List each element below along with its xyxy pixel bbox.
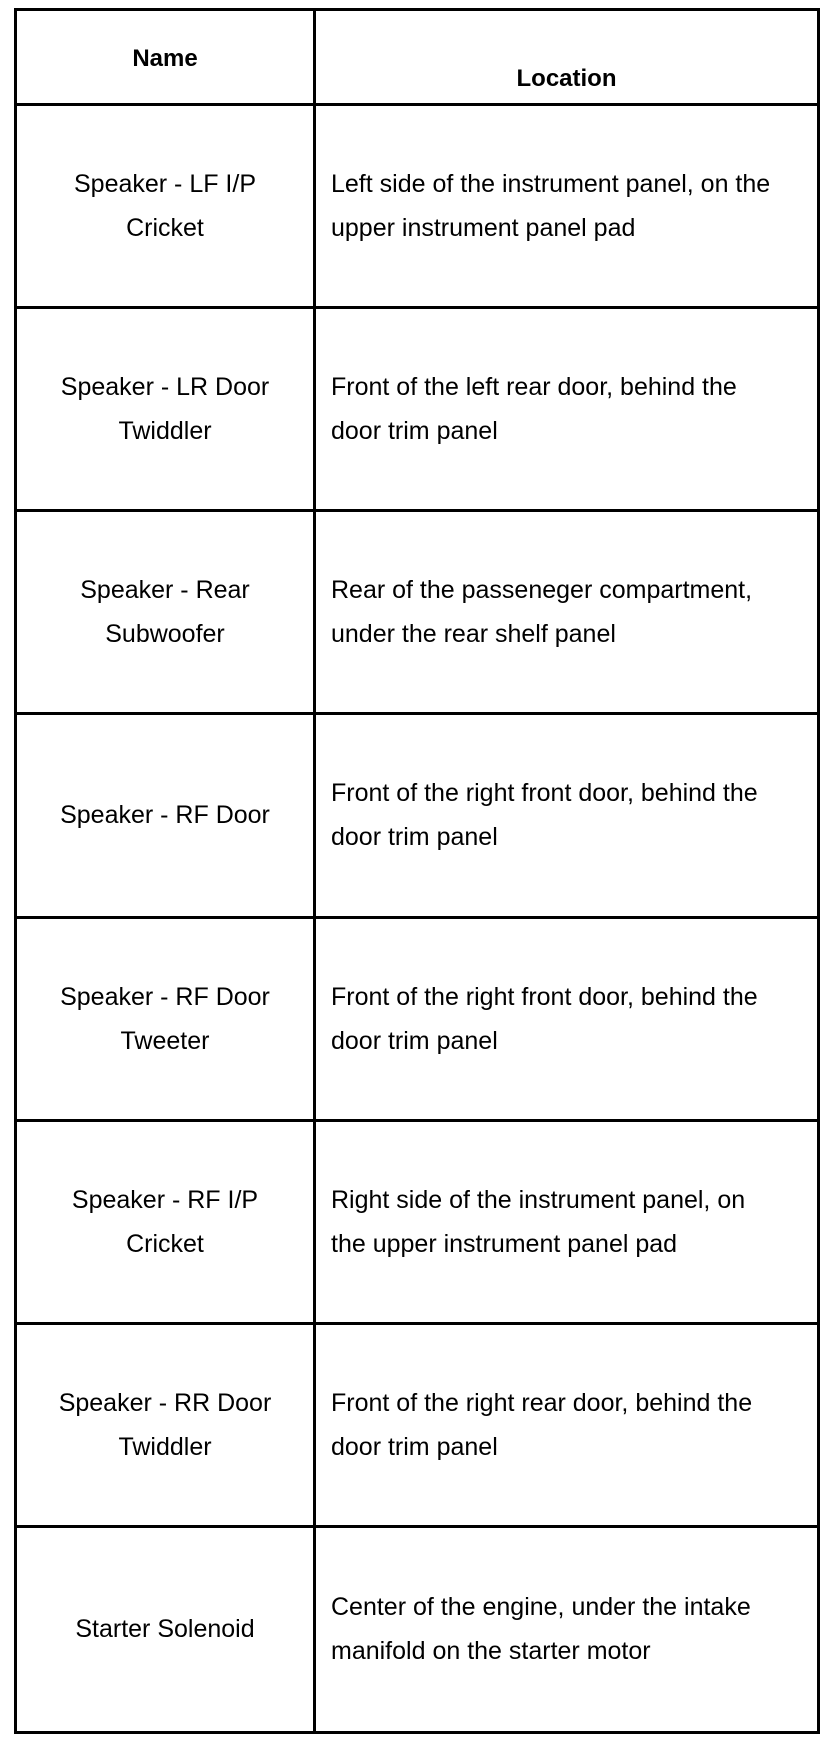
component-location: Rear of the passeneger compartment, under the rear shelf panel xyxy=(331,576,753,649)
header-name-label: Name xyxy=(132,45,198,72)
row-1-location xyxy=(316,106,817,309)
header-name xyxy=(17,11,316,106)
component-name: Speaker - LF I/P Cricket xyxy=(73,170,257,243)
component-name: Speaker - RR Door Twiddler xyxy=(58,1388,272,1461)
component-name: Speaker - Rear Subwoofer xyxy=(80,576,250,649)
row-4-name xyxy=(17,715,316,918)
row-1-name xyxy=(17,106,316,309)
row-2-location xyxy=(316,309,817,512)
row-8-location xyxy=(316,1528,817,1731)
component-location: Right side of the instrument panel, on the upper instrument panel pad xyxy=(331,1185,746,1258)
row-7-location xyxy=(316,1325,817,1528)
component-location-table xyxy=(14,8,820,1734)
row-8-name xyxy=(17,1528,316,1731)
header-location-label: Location xyxy=(516,65,617,92)
component-name: Starter Solenoid xyxy=(75,1615,255,1644)
row-3-location xyxy=(316,512,817,715)
component-name: Speaker - RF Door Tweeter xyxy=(60,982,270,1055)
component-location: Left side of the instrument panel, on the upper instrument panel pad xyxy=(331,170,771,243)
component-name: Speaker - RF Door xyxy=(60,801,270,830)
component-location: Front of the right front door, behind the door trim panel xyxy=(331,982,758,1055)
component-location: Front of the left rear door, behind the door trim panel xyxy=(331,373,737,446)
row-4-location xyxy=(316,715,817,918)
row-2-name xyxy=(17,309,316,512)
row-7-name xyxy=(17,1325,316,1528)
row-3-name xyxy=(17,512,316,715)
row-5-location xyxy=(316,919,817,1122)
component-location: Front of the right front door, behind the door trim panel xyxy=(331,779,758,852)
component-location: Center of the engine, under the intake manifold on the starter motor xyxy=(331,1593,751,1666)
header-location xyxy=(316,11,817,106)
row-6-location xyxy=(316,1122,817,1325)
component-name: Speaker - RF I/P Cricket xyxy=(71,1185,259,1258)
component-location: Front of the right rear door, behind the door trim panel xyxy=(331,1388,753,1461)
component-name: Speaker - LR Door Twiddler xyxy=(60,373,270,446)
row-5-name xyxy=(17,919,316,1122)
row-6-name xyxy=(17,1122,316,1325)
